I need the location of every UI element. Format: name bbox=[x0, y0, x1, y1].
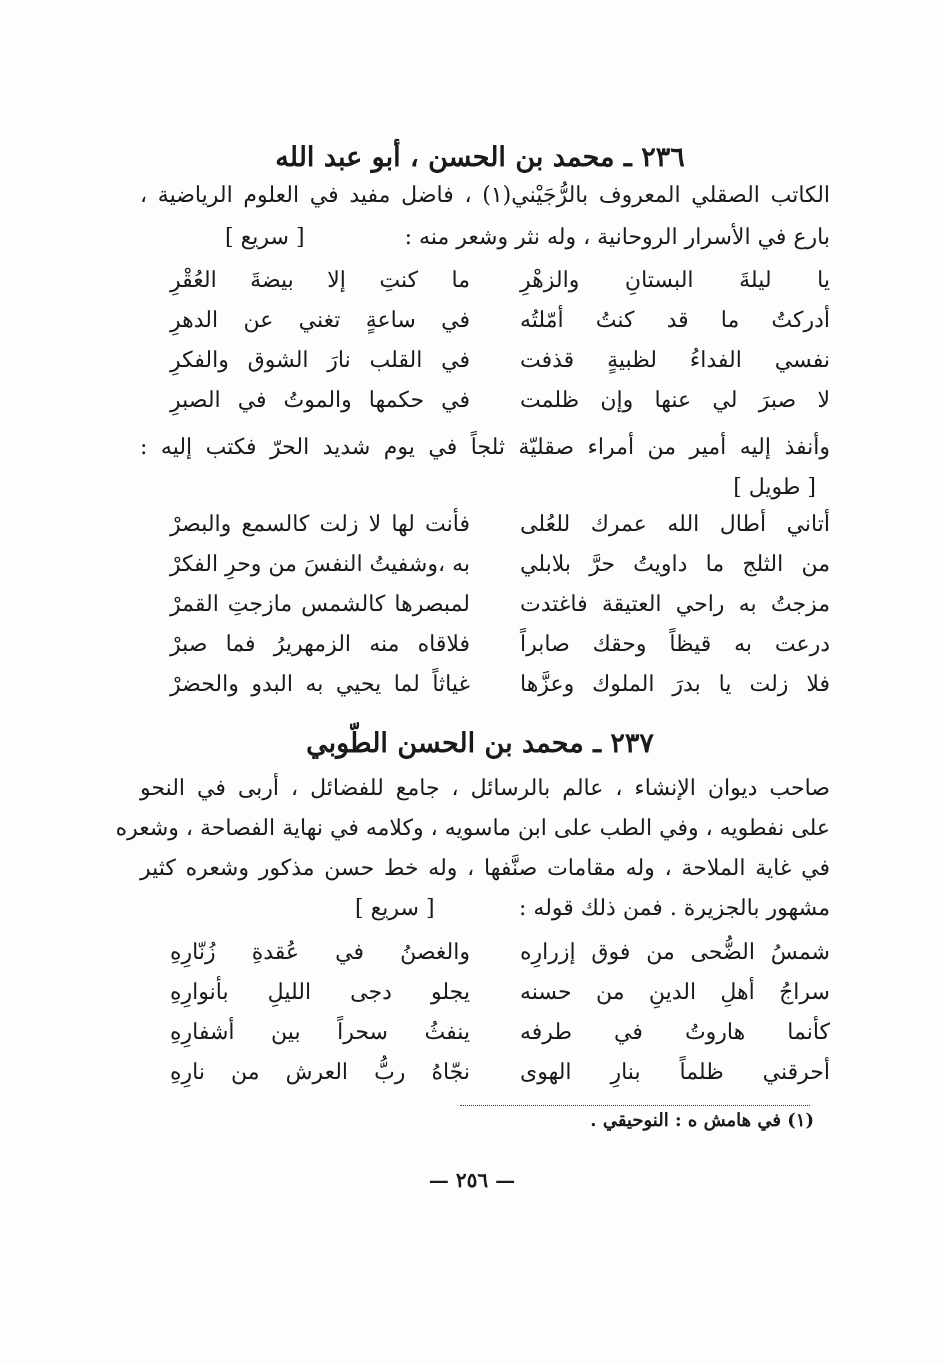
meter-label-3: [ سريع ] bbox=[355, 896, 435, 921]
verse-2-4 bbox=[140, 632, 830, 668]
verse-1-2-second-hemistich: في ساعةٍ تغني عن الدهرِ bbox=[170, 308, 470, 333]
entry-236-intro-line-2: بارع في الأسرار الروحانية ، وله نثر وشعر منه : bbox=[404, 225, 830, 250]
verse-3-3-second-hemistich: ينفثُ سحراً بين أشفارِهِ bbox=[170, 1020, 470, 1045]
page-number: — ٢٥٦ — bbox=[428, 1168, 516, 1192]
entry-236-heading: ٢٣٦ ـ محمد بن الحسن ، أبو عبد الله bbox=[275, 142, 685, 173]
verse-2-5-second-hemistich: غياثاً لما يحيي به البدو والحضرْ bbox=[170, 672, 470, 697]
verse-1-2-first-hemistich: أدركتُ ما قد كنتُ أمّلتُه bbox=[520, 308, 830, 333]
entry-237-prose-line-3: في غاية الملاحة ، وله مقامات صنَّفها ، وله خط حسن مذكور وشعره كثير bbox=[140, 856, 830, 881]
entry-236-prose-2: وأنفذ إليه أمير من أمراء صقليّة ثلجاً في يوم شديد الحرّ فكتب إليه : bbox=[140, 435, 830, 460]
verse-3-4 bbox=[140, 1060, 830, 1096]
verse-3-4-second-hemistich: نجّاهُ ربُّ العرش من نارِهِ bbox=[170, 1060, 470, 1085]
entry-237-prose-line-1: صاحب ديوان الإنشاء ، عالم بالرسائل ، جامع للفضائل ، أربى في النحو bbox=[140, 776, 830, 801]
verse-3-2 bbox=[140, 980, 830, 1016]
footnote-divider bbox=[460, 1105, 810, 1106]
verse-3-1-first-hemistich: شمسُ الضُّحى من فوق إزرارِه bbox=[520, 940, 830, 965]
verse-2-2 bbox=[140, 552, 830, 588]
footnote: (١) في هامش ه : النوحيقي . bbox=[590, 1110, 814, 1131]
verse-3-1-second-hemistich: والغصنُ في عُقدةِ زُنّارِهِ bbox=[170, 940, 470, 965]
verse-3-3 bbox=[140, 1020, 830, 1056]
verse-2-2-second-hemistich: به ،وشفيتُ النفسَ من وحرِ الفكرْ bbox=[169, 552, 470, 577]
verse-2-4-first-hemistich: درعت به قيظاً وحقك صابراً bbox=[520, 632, 830, 657]
verse-2-1 bbox=[140, 512, 830, 548]
verse-3-1 bbox=[140, 940, 830, 976]
verse-2-3-first-hemistich: مزجتُ به راحي العتيقة فاغتدت bbox=[520, 592, 830, 617]
verse-2-5 bbox=[140, 672, 830, 708]
verse-1-2 bbox=[140, 308, 830, 344]
verse-1-1-first-hemistich: يا ليلةَ البستانِ والزهْرِ bbox=[520, 268, 830, 293]
verse-1-4 bbox=[140, 388, 830, 424]
verse-2-2-first-hemistich: من الثلج ما داويتُ حرَّ بلابلي bbox=[520, 552, 830, 577]
meter-label-1: [ سريع ] bbox=[225, 225, 305, 250]
meter-label-2: [ طويل ] bbox=[733, 475, 816, 500]
verse-2-4-second-hemistich: فلاقاه منه الزمهريرُ فما صبرْ bbox=[170, 632, 470, 657]
verse-2-1-first-hemistich: أتاني أطال الله عمرك للعُلى bbox=[520, 512, 830, 537]
verse-1-4-first-hemistich: لا صبرَ لي عنها وإن ظلمت bbox=[520, 388, 830, 413]
entry-237-prose-line-2: على نفطويه ، وفي الطب على ابن ماسويه ، وكلامه في نهاية الفصاحة ، وشعره bbox=[115, 816, 830, 841]
verse-1-1 bbox=[140, 268, 830, 304]
verse-3-4-first-hemistich: أحرقني ظلماً بنارِ الهوى bbox=[520, 1060, 830, 1085]
verse-1-1-second-hemistich: ما كنتِ إلا بيضةَ العُقْرِ bbox=[170, 268, 470, 293]
verse-2-3 bbox=[140, 592, 830, 628]
verse-1-3-second-hemistich: في القلب نارَ الشوق والفكرِ bbox=[170, 348, 470, 373]
verse-1-4-second-hemistich: في حكمها والموتُ في الصبرِ bbox=[170, 388, 470, 413]
entry-237-heading: ٢٣٧ ـ محمد بن الحسن الطّوبي bbox=[306, 728, 654, 759]
verse-1-3 bbox=[140, 348, 830, 384]
verse-1-3-first-hemistich: نفسي الفداءُ لظبيةٍ قذفت bbox=[520, 348, 830, 373]
verse-3-2-second-hemistich: يجلو دجى الليلِ بأنوارِهِ bbox=[170, 980, 470, 1005]
verse-3-2-first-hemistich: سراجُ أهلِ الدينِ من حسنه bbox=[520, 980, 830, 1005]
verse-3-3-first-hemistich: كأنما هاروتُ في طرفه bbox=[520, 1020, 830, 1045]
entry-237-prose-line-4: مشهور بالجزيرة . فمن ذلك قوله : bbox=[519, 896, 830, 921]
verse-2-1-second-hemistich: فأنت لها لا زلت كالسمع والبصرْ bbox=[170, 512, 470, 537]
verse-2-5-first-hemistich: فلا زلت يا بدرَ الملوك وعزَّها bbox=[520, 672, 830, 697]
verse-2-3-second-hemistich: لمبصرها كالشمس مازجتِ القمرْ bbox=[170, 592, 470, 617]
entry-236-intro-line-1: الكاتب الصقلي المعروف بالرُّجَيْني(١) ، فاضل مفيد في العلوم الرياضية ، bbox=[140, 183, 831, 208]
